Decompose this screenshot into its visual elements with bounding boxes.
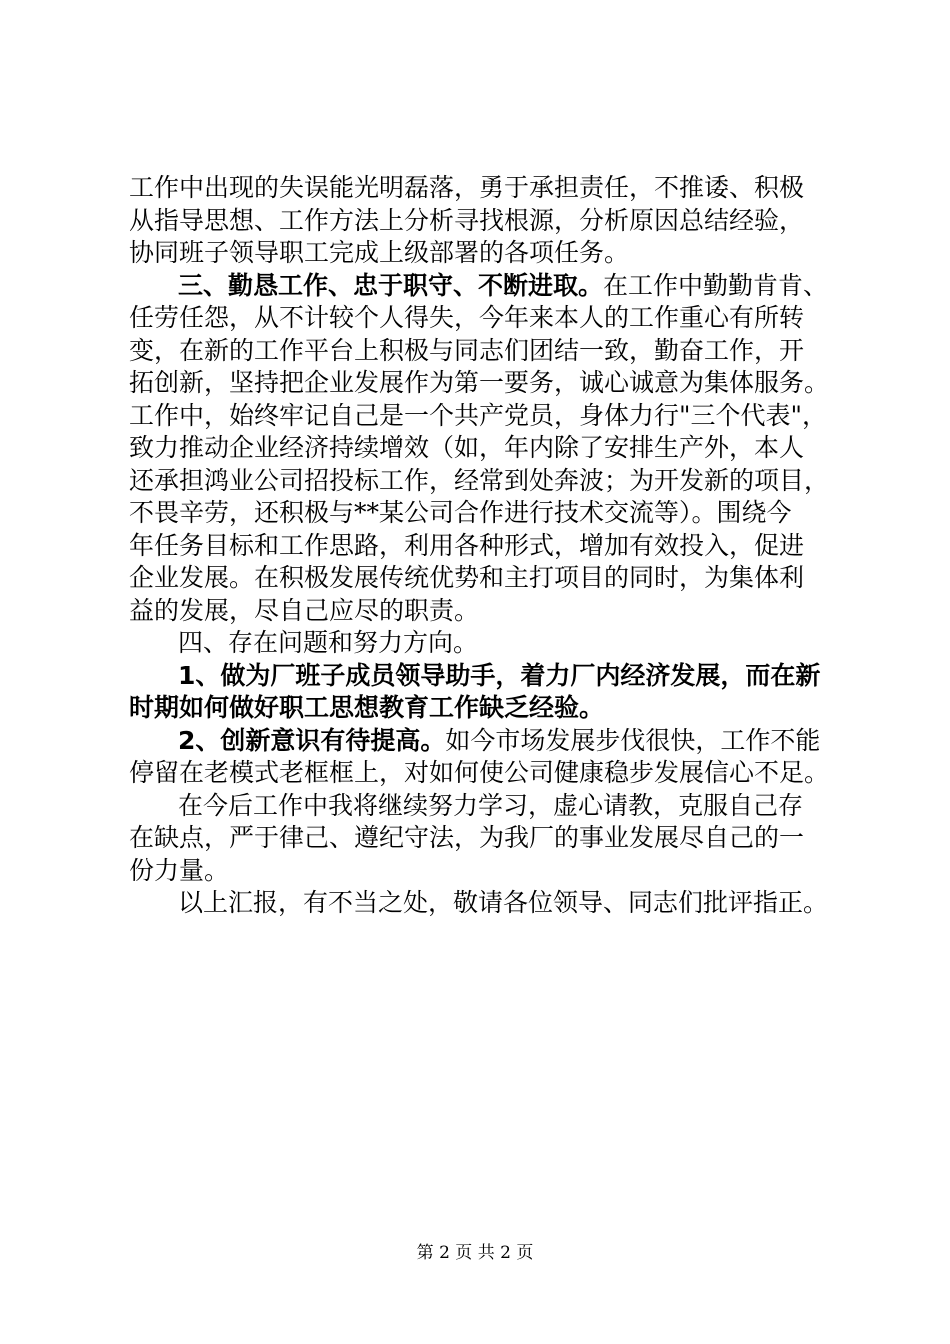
line-text: 工作中，始终牢记自己是一个共产党员，身体力行"三个代表"， (129, 400, 828, 430)
document-body (129, 172, 841, 920)
section-four-heading: 四、存在问题和努力方向。 (178, 628, 479, 657)
text-line-3 (129, 237, 841, 270)
line-text: 变，在新的工作平台上积极与同志们团结一致，勤奋工作，开 (129, 335, 805, 365)
line-text: 从指导思想、工作方法上分析寻找根源，分析原因总结经验， (129, 205, 805, 235)
text-line-14 (129, 595, 841, 628)
closing-paragraph-line-3 (129, 855, 841, 888)
closing-paragraph-line-2 (129, 822, 841, 855)
line-text: 还承担鸿业公司招投标工作，经常到处奔波；为开发新的项目， (129, 465, 830, 495)
line-text: 任劳任怨，从不计较个人得失，今年来本人的工作重心有所转 (129, 303, 805, 332)
section-three-heading: 三、勤恳工作、忠于职守、不断进取。 (178, 270, 604, 300)
line-text: 以上汇报，有不当之处，敬请各位领导、同志们批评指正。 (178, 888, 829, 917)
issue-one-text: 时期如何做好职工思想教育工作缺乏经验。 (129, 693, 605, 722)
page-footer (0, 1242, 950, 1264)
section-three-heading-line (129, 270, 841, 303)
line-text: 企业发展。在积极发展传统优势和主打项目的同时，为集体利 (129, 563, 805, 592)
line-text: 协同班子领导职工完成上级部署的各项任务。 (129, 238, 630, 267)
line-text: 工作中出现的失误能光明磊落，勇于承担责任，不推诿、积极 (129, 173, 805, 202)
line-text: 在今后工作中我将继续努力学习，虚心请教，克服自己存 (178, 790, 804, 820)
text-line-12 (129, 530, 841, 563)
line-text: 年任务目标和工作思路，利用各种形式，增加有效投入，促进 (129, 530, 805, 560)
line-text: 致力推动企业经济持续增效（如，年内除了安排生产外，本人 (129, 433, 805, 462)
text-line-7 (129, 367, 841, 400)
text-line-5 (129, 302, 841, 335)
issue-two-line-1 (129, 725, 841, 758)
text-line-9 (129, 432, 841, 465)
text-line-6 (129, 335, 841, 368)
text-line-2 (129, 205, 841, 238)
section-four-heading-line (129, 627, 841, 660)
line-text: 停留在老模式老框框上，对如何使公司健康稳步发展信心不足。 (129, 758, 830, 787)
final-remark-line (129, 887, 841, 920)
closing-paragraph-line-1 (129, 790, 841, 823)
issue-one-line-2 (129, 692, 841, 725)
line-text: 益的发展，尽自己应尽的职责。 (129, 595, 480, 625)
page-number: 第 2 页 共 2 页 (416, 1243, 534, 1263)
issue-two-heading: 2、创新意识有待提高。 (178, 725, 446, 755)
issue-one-text: 1、做为厂班子成员领导助手，着力厂内经济发展，而在新 (178, 660, 821, 690)
text-line-1 (129, 172, 841, 205)
line-text: 在工作中勤勤肯肯、 (603, 270, 829, 300)
line-text: 在缺点，严于律己、遵纪守法，为我厂的事业发展尽自己的一 (129, 823, 805, 852)
text-line-11 (129, 497, 841, 530)
issue-one-line-1 (129, 660, 841, 693)
text-line-8 (129, 400, 841, 433)
line-text: 不畏辛劳，还积极与**某公司合作进行技术交流等）。围绕今 (129, 498, 792, 527)
line-text: 如今市场发展步伐很快，工作不能 (445, 725, 821, 755)
text-line-10 (129, 465, 841, 498)
line-text: 份力量。 (129, 855, 230, 885)
issue-two-line-2 (129, 757, 841, 790)
text-line-13 (129, 562, 841, 595)
line-text: 拓创新，坚持把企业发展作为第一要务，诚心诚意为集体服务。 (129, 368, 830, 397)
